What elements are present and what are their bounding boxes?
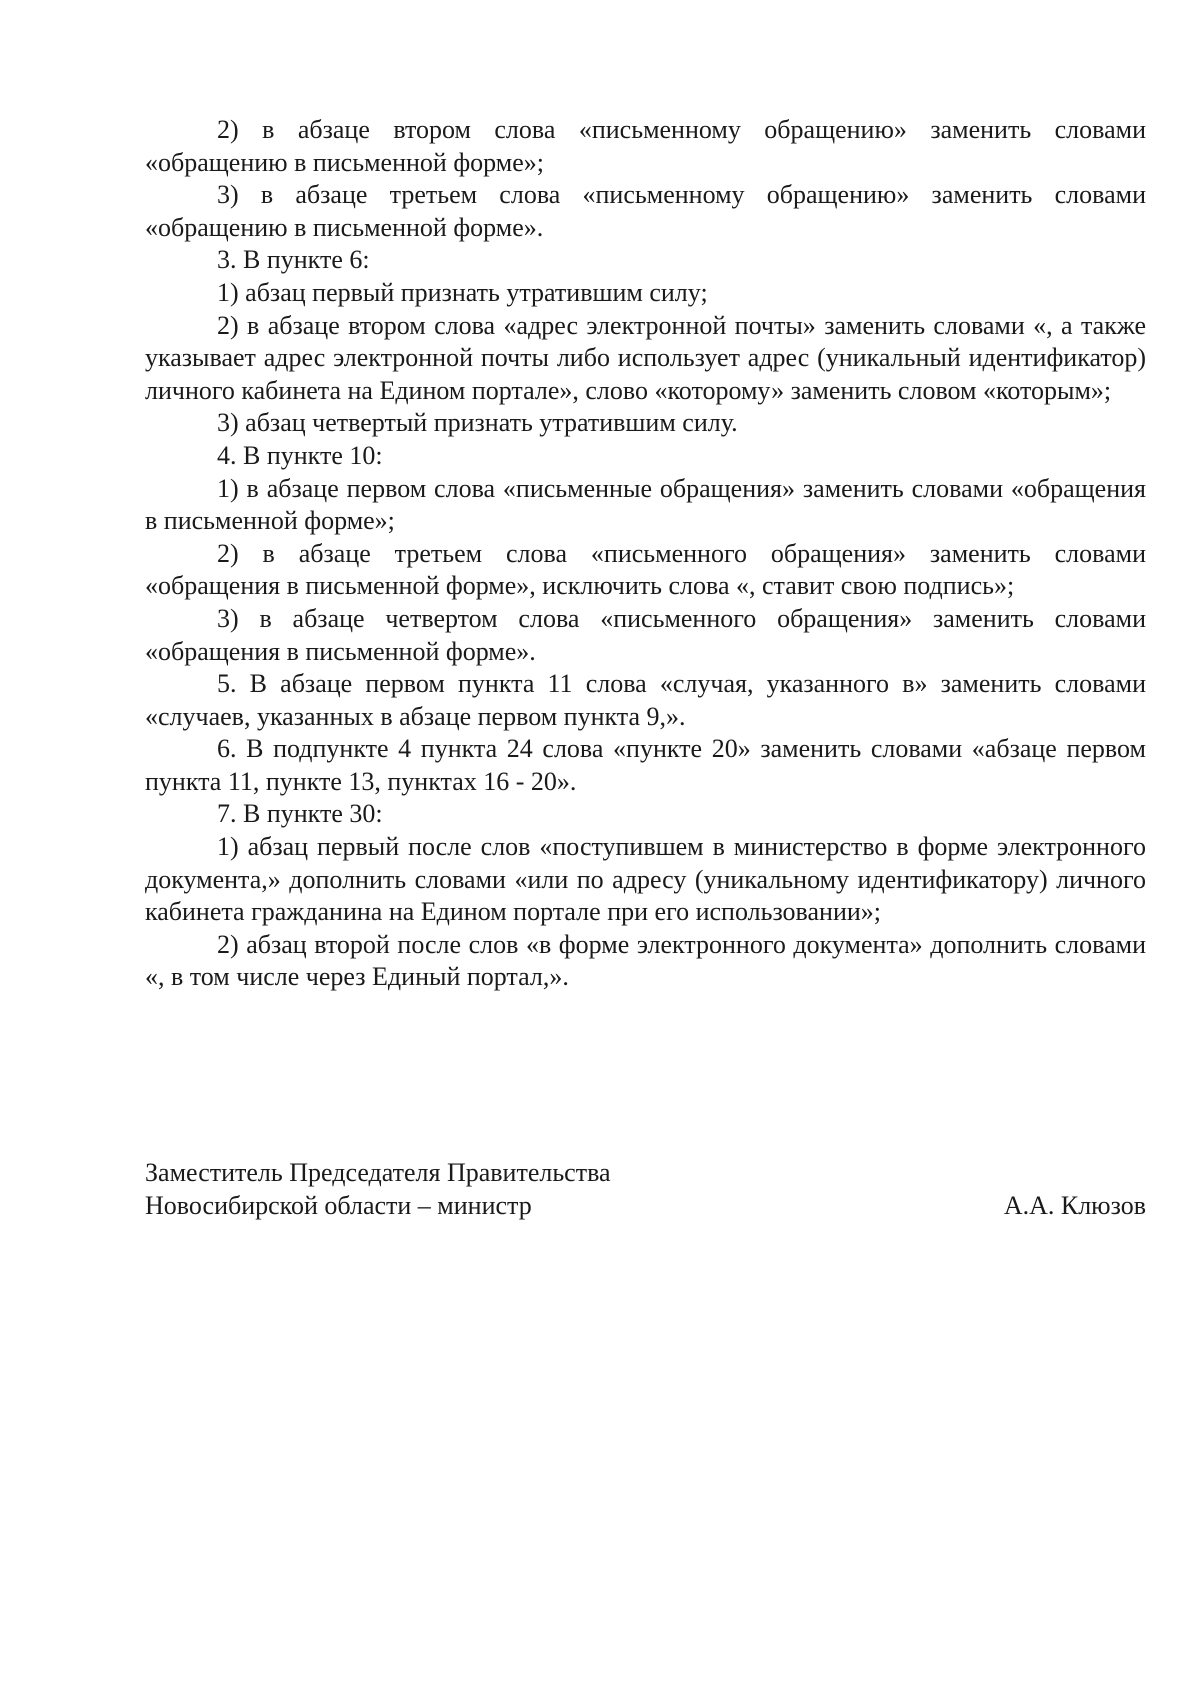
signature-row <box>145 1189 1146 1222</box>
paragraph: 1) абзац первый после слов «поступившем в министерство в форме электронного документа,» дополнить словами «или по адресу (уникальному идентификатору) личного кабинета гражданина на Едином портале при его использовании»; <box>145 832 1146 927</box>
document-body <box>145 114 1146 994</box>
paragraph: 2) в абзаце третьем слова «письменного обращения» заменить словами «обращения в письменной форме», исключить слова «, ставит свою подпись»; <box>145 538 1146 601</box>
paragraph: 3. В пункте 6: <box>217 245 370 275</box>
paragraph: 3) в абзаце четвертом слова «письменного обращения» заменить словами «обращения в письменной форме». <box>145 603 1146 666</box>
signatory-name: А.А. Клюзов <box>1003 1191 1146 1220</box>
paragraph: 4. В пункте 10: <box>217 440 383 470</box>
paragraph: 1) в абзаце первом слова «письменные обращения» заменить словами «обращения в письменной форме»; <box>145 473 1146 536</box>
signatory-position-line-1: Заместитель Председателя Правительства <box>145 1158 611 1187</box>
signatory-position-line-2: Новосибирской области – министр <box>145 1191 532 1220</box>
paragraph: 3) в абзаце третьем слова «письменному обращению» заменить словами «обращению в письменной форме». <box>145 180 1146 242</box>
paragraph: 2) абзац второй после слов «в форме электронного документа» дополнить словами «, в том числе через Единый портал,». <box>145 929 1146 992</box>
paragraph: 1) абзац первый признать утратившим силу; <box>217 277 708 307</box>
paragraph: 2) в абзаце втором слова «письменному обращению» заменить словами «обращению в письменной форме»; <box>145 115 1146 177</box>
paragraph: 7. В пункте 30: <box>217 799 383 829</box>
paragraph: 5. В абзаце первом пункта 11 слова «случая, указанного в» заменить словами «случаев, указанных в абзаце первом пункта 9,». <box>145 669 1146 731</box>
paragraph: 3) абзац четвертый признать утратившим силу. <box>217 408 738 438</box>
signature-block <box>145 1156 1146 1222</box>
paragraph: 2) в абзаце втором слова «адрес электронной почты» заменить словами «, а также указывает адрес электронной почты либо использует адрес (уникальный идентификатор) личного кабинета на Едином портале», слово «которому» заменить словом «которым»; <box>145 310 1146 405</box>
paragraph: 6. В подпункте 4 пункта 24 слова «пункте 20» заменить словами «абзаце первом пункта 11, пункте 13, пунктах 16 - 20». <box>145 734 1146 796</box>
